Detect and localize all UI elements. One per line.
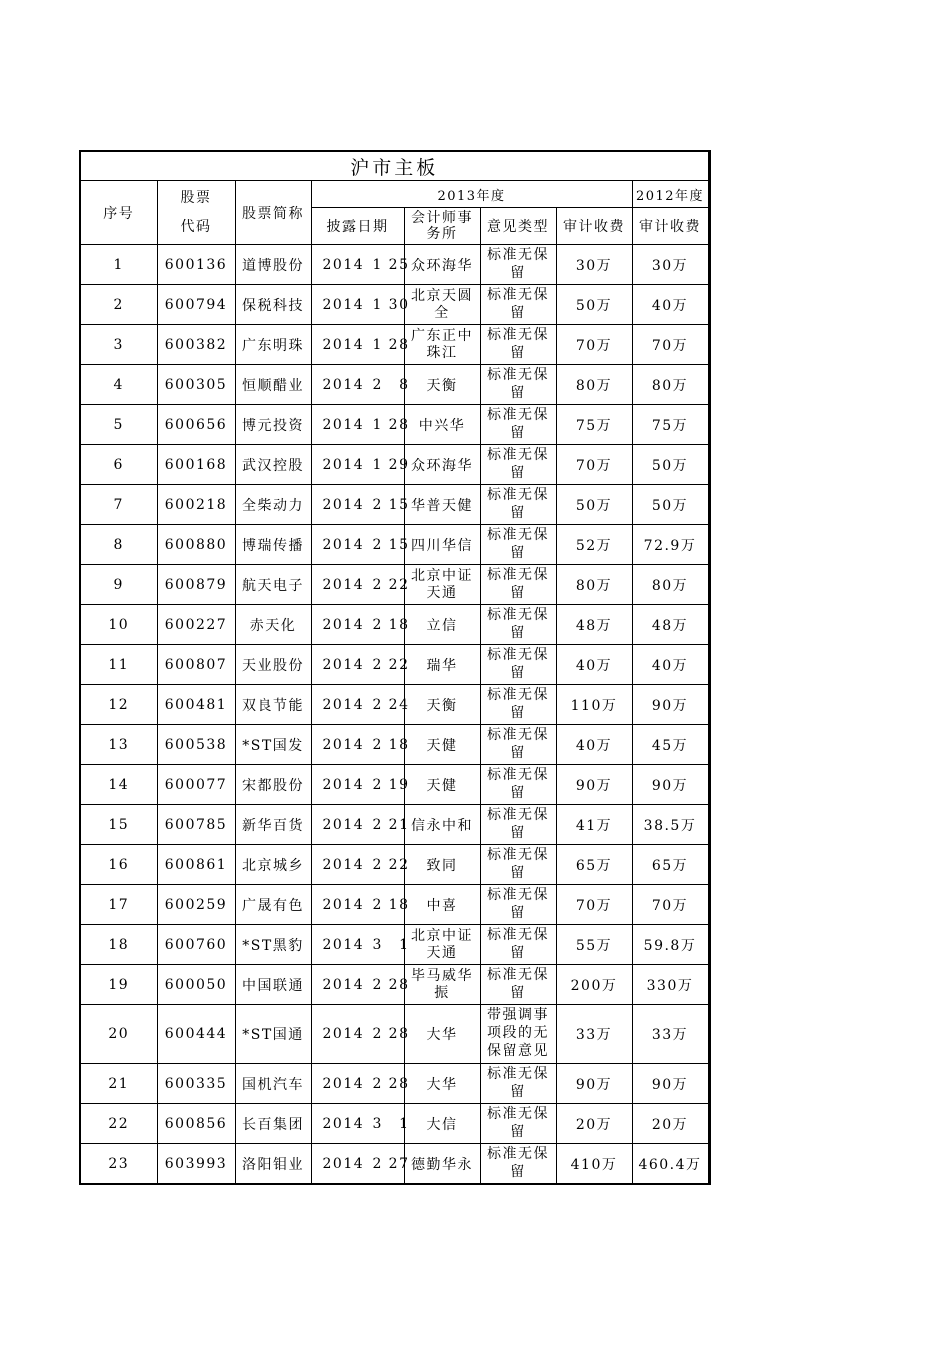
date-year: 2014: [322, 416, 365, 433]
cell-name: *ST国通: [235, 1005, 311, 1064]
table-row: [80, 925, 709, 965]
cell-firm: 德勤华永: [404, 1144, 480, 1185]
date-month: 2: [372, 776, 383, 793]
table-row: [80, 965, 709, 1005]
cell-firm: 众环海华: [404, 445, 480, 485]
date-year: 2014: [322, 856, 365, 873]
cell-date: [311, 1005, 410, 1064]
cell-code: 600136: [157, 245, 235, 285]
cell-fee-2013: 70万: [556, 445, 632, 485]
cell-fee-2013: 52万: [556, 525, 632, 565]
header-seq: 序号: [80, 181, 157, 245]
date-day: 8: [399, 376, 410, 393]
date-year: 2014: [322, 536, 365, 553]
date-month: 3: [372, 936, 383, 953]
date-month: 2: [372, 616, 383, 633]
date-month: 2: [372, 536, 383, 553]
cell-opinion: 标准无保留: [480, 245, 556, 285]
cell-opinion: 标准无保留: [480, 925, 556, 965]
cell-firm: 众环海华: [404, 245, 480, 285]
cell-firm: 北京中证天通: [404, 565, 480, 605]
cell-fee-2012: 50万: [632, 485, 709, 525]
cell-opinion: 标准无保留: [480, 1064, 556, 1104]
cell-code: 600481: [157, 685, 235, 725]
cell-seq: 7: [80, 485, 157, 525]
cell-fee-2013: 55万: [556, 925, 632, 965]
cell-fee-2012: 90万: [632, 1064, 709, 1104]
cell-fee-2013: 110万: [556, 685, 632, 725]
date-year: 2014: [322, 376, 365, 393]
cell-opinion: 带强调事项段的无保留意见: [480, 1005, 556, 1064]
date-month: 2: [372, 896, 383, 913]
cell-fee-2013: 80万: [556, 365, 632, 405]
cell-code: 600305: [157, 365, 235, 405]
date-month: 1: [372, 256, 383, 273]
cell-firm: 天健: [404, 725, 480, 765]
date-month: 2: [372, 976, 383, 993]
date-year: 2014: [322, 976, 365, 993]
cell-date: [311, 1144, 410, 1185]
cell-seq: 1: [80, 245, 157, 285]
table-row: [80, 245, 709, 285]
table-row: [80, 845, 709, 885]
date-day: 30: [388, 296, 410, 313]
table-title: 沪市主板: [80, 151, 709, 181]
date-month: 2: [372, 376, 383, 393]
table-row: [80, 405, 709, 445]
date-month: 2: [372, 1075, 383, 1092]
cell-name: 宋都股份: [235, 765, 311, 805]
cell-fee-2012: 65万: [632, 845, 709, 885]
cell-code: 600794: [157, 285, 235, 325]
cell-fee-2013: 30万: [556, 245, 632, 285]
cell-date: [311, 925, 410, 965]
cell-date: [311, 1064, 410, 1104]
cell-name: 博瑞传播: [235, 525, 311, 565]
cell-fee-2012: 72.9万: [632, 525, 709, 565]
cell-seq: 15: [80, 805, 157, 845]
cell-seq: 23: [80, 1144, 157, 1185]
cell-date: [311, 485, 410, 525]
cell-fee-2012: 59.8万: [632, 925, 709, 965]
cell-opinion: 标准无保留: [480, 645, 556, 685]
cell-name: 广晟有色: [235, 885, 311, 925]
cell-fee-2012: 80万: [632, 365, 709, 405]
table-row: [80, 285, 709, 325]
cell-seq: 4: [80, 365, 157, 405]
cell-seq: 6: [80, 445, 157, 485]
date-year: 2014: [322, 936, 365, 953]
cell-name: 全柴动力: [235, 485, 311, 525]
cell-opinion: 标准无保留: [480, 365, 556, 405]
date-day: 22: [388, 576, 410, 593]
date-month: 2: [372, 816, 383, 833]
date-year: 2014: [322, 496, 365, 513]
cell-opinion: 标准无保留: [480, 325, 556, 365]
date-month: 2: [372, 1026, 383, 1042]
cell-fee-2012: 45万: [632, 725, 709, 765]
date-month: 1: [372, 296, 383, 313]
cell-code: 600656: [157, 405, 235, 445]
cell-firm: 大信: [404, 1104, 480, 1144]
date-day: 22: [388, 656, 410, 673]
date-month: 2: [372, 856, 383, 873]
cell-opinion: 标准无保留: [480, 405, 556, 445]
date-year: 2014: [322, 616, 365, 633]
date-year: 2014: [322, 1075, 365, 1092]
header-code: [157, 181, 235, 245]
date-month: 1: [372, 456, 383, 473]
cell-seq: 9: [80, 565, 157, 605]
cell-firm: 中兴华: [404, 405, 480, 445]
cell-fee-2013: 20万: [556, 1104, 632, 1144]
cell-date: [311, 245, 410, 285]
date-day: 15: [388, 496, 410, 513]
date-month: 2: [372, 576, 383, 593]
cell-code: 600077: [157, 765, 235, 805]
cell-code: 600807: [157, 645, 235, 685]
cell-fee-2013: 41万: [556, 805, 632, 845]
date-year: 2014: [322, 1115, 365, 1132]
cell-firm: 中喜: [404, 885, 480, 925]
cell-seq: 14: [80, 765, 157, 805]
cell-fee-2012: 330万: [632, 965, 709, 1005]
cell-fee-2012: 48万: [632, 605, 709, 645]
date-year: 2014: [322, 776, 365, 793]
cell-name: 新华百货: [235, 805, 311, 845]
cell-code: 600382: [157, 325, 235, 365]
date-year: 2014: [322, 1155, 365, 1172]
cell-date: [311, 845, 410, 885]
cell-code: 600538: [157, 725, 235, 765]
cell-date: [311, 605, 410, 645]
cell-fee-2012: 40万: [632, 285, 709, 325]
cell-firm: 信永中和: [404, 805, 480, 845]
cell-code: 600785: [157, 805, 235, 845]
cell-name: *ST黑豹: [235, 925, 311, 965]
cell-name: 洛阳钼业: [235, 1144, 311, 1185]
cell-code: 603993: [157, 1144, 235, 1185]
table-row: [80, 765, 709, 805]
cell-seq: 13: [80, 725, 157, 765]
cell-fee-2012: 70万: [632, 325, 709, 365]
cell-opinion: 标准无保留: [480, 685, 556, 725]
table-row: [80, 605, 709, 645]
cell-fee-2012: 40万: [632, 645, 709, 685]
cell-code: 600227: [157, 605, 235, 645]
cell-date: [311, 1104, 410, 1144]
cell-seq: 17: [80, 885, 157, 925]
date-day: 22: [388, 856, 410, 873]
cell-opinion: 标准无保留: [480, 485, 556, 525]
cell-code: 600050: [157, 965, 235, 1005]
cell-code: 600856: [157, 1104, 235, 1144]
cell-firm: 北京中证天通: [404, 925, 480, 965]
cell-opinion: 标准无保留: [480, 845, 556, 885]
table-row: [80, 1144, 709, 1185]
cell-name: 天业股份: [235, 645, 311, 685]
cell-firm: 天衡: [404, 685, 480, 725]
table-row: [80, 805, 709, 845]
cell-opinion: 标准无保留: [480, 525, 556, 565]
cell-fee-2012: 38.5万: [632, 805, 709, 845]
date-day: 28: [388, 1075, 410, 1092]
cell-opinion: 标准无保留: [480, 1144, 556, 1185]
cell-firm: 大华: [404, 1064, 480, 1104]
cell-fee-2012: 90万: [632, 765, 709, 805]
cell-seq: 16: [80, 845, 157, 885]
cell-opinion: 标准无保留: [480, 805, 556, 845]
cell-firm: 天衡: [404, 365, 480, 405]
cell-fee-2012: 70万: [632, 885, 709, 925]
cell-date: [311, 765, 410, 805]
date-year: 2014: [322, 576, 365, 593]
header-firm: 会计师事务所: [404, 208, 480, 245]
cell-code: 600760: [157, 925, 235, 965]
cell-firm: 华普天健: [404, 485, 480, 525]
cell-date: [311, 365, 410, 405]
date-day: 1: [399, 1115, 410, 1132]
header-year-2013: 2013年度: [311, 181, 632, 208]
table-row: [80, 885, 709, 925]
cell-firm: 毕马威华振: [404, 965, 480, 1005]
cell-date: [311, 725, 410, 765]
cell-firm: 天健: [404, 765, 480, 805]
cell-fee-2013: 50万: [556, 485, 632, 525]
date-day: 27: [388, 1155, 410, 1172]
date-month: 2: [372, 696, 383, 713]
date-day: 28: [388, 976, 410, 993]
date-day: 29: [388, 456, 410, 473]
date-month: 2: [372, 496, 383, 513]
cell-fee-2013: 40万: [556, 645, 632, 685]
date-year: 2014: [322, 256, 365, 273]
cell-fee-2013: 75万: [556, 405, 632, 445]
cell-opinion: 标准无保留: [480, 565, 556, 605]
cell-date: [311, 405, 410, 445]
cell-code: 600168: [157, 445, 235, 485]
cell-date: [311, 565, 410, 605]
date-year: 2014: [322, 896, 365, 913]
cell-fee-2013: 48万: [556, 605, 632, 645]
cell-date: [311, 445, 410, 485]
cell-fee-2012: 50万: [632, 445, 709, 485]
cell-opinion: 标准无保留: [480, 965, 556, 1005]
date-year: 2014: [322, 1026, 365, 1042]
cell-opinion: 标准无保留: [480, 1104, 556, 1144]
cell-name: 北京城乡: [235, 845, 311, 885]
header-code-line1: 股票: [180, 189, 212, 206]
cell-name: 保税科技: [235, 285, 311, 325]
cell-name: 航天电子: [235, 565, 311, 605]
cell-code: 600861: [157, 845, 235, 885]
table-row: [80, 725, 709, 765]
date-month: 2: [372, 736, 383, 753]
cell-name: 国机汽车: [235, 1064, 311, 1104]
cell-fee-2013: 65万: [556, 845, 632, 885]
header-fee-2012: 审计收费: [632, 208, 709, 245]
cell-firm: 瑞华: [404, 645, 480, 685]
table-row: [80, 1005, 709, 1064]
date-year: 2014: [322, 696, 365, 713]
cell-date: [311, 805, 410, 845]
date-day: 18: [388, 616, 410, 633]
cell-seq: 12: [80, 685, 157, 725]
cell-code: 600880: [157, 525, 235, 565]
cell-fee-2013: 33万: [556, 1005, 632, 1064]
date-month: 1: [372, 416, 383, 433]
cell-firm: 立信: [404, 605, 480, 645]
header-fee-2013: 审计收费: [556, 208, 632, 245]
date-month: 2: [372, 1155, 383, 1172]
table-row: [80, 365, 709, 405]
cell-name: 恒顺醋业: [235, 365, 311, 405]
cell-date: [311, 285, 410, 325]
header-year-2012: 2012年度: [632, 181, 709, 208]
cell-fee-2012: 20万: [632, 1104, 709, 1144]
date-year: 2014: [322, 816, 365, 833]
cell-seq: 10: [80, 605, 157, 645]
date-day: 21: [388, 816, 410, 833]
date-year: 2014: [322, 736, 365, 753]
date-year: 2014: [322, 656, 365, 673]
table-row: [80, 325, 709, 365]
table-row: [80, 565, 709, 605]
cell-seq: 2: [80, 285, 157, 325]
cell-firm: 四川华信: [404, 525, 480, 565]
cell-fee-2012: 80万: [632, 565, 709, 605]
header-opinion: 意见类型: [480, 208, 556, 245]
date-day: 28: [388, 416, 410, 433]
cell-opinion: 标准无保留: [480, 725, 556, 765]
cell-date: [311, 525, 410, 565]
cell-opinion: 标准无保留: [480, 885, 556, 925]
cell-fee-2013: 50万: [556, 285, 632, 325]
cell-fee-2013: 90万: [556, 1064, 632, 1104]
date-day: 28: [388, 336, 410, 353]
cell-seq: 22: [80, 1104, 157, 1144]
cell-fee-2013: 410万: [556, 1144, 632, 1185]
cell-fee-2013: 70万: [556, 325, 632, 365]
cell-fee-2012: 75万: [632, 405, 709, 445]
date-day: 19: [388, 776, 410, 793]
cell-date: [311, 685, 410, 725]
table-row: [80, 685, 709, 725]
cell-fee-2012: 30万: [632, 245, 709, 285]
date-year: 2014: [322, 296, 365, 313]
cell-fee-2013: 90万: [556, 765, 632, 805]
cell-date: [311, 325, 410, 365]
cell-seq: 5: [80, 405, 157, 445]
cell-opinion: 标准无保留: [480, 445, 556, 485]
header-code-line2: 代码: [180, 218, 212, 235]
cell-fee-2013: 80万: [556, 565, 632, 605]
table-row: [80, 525, 709, 565]
cell-fee-2012: 33万: [632, 1005, 709, 1064]
cell-firm: 北京天圆全: [404, 285, 480, 325]
cell-seq: 19: [80, 965, 157, 1005]
cell-firm: 大华: [404, 1005, 480, 1064]
cell-code: 600444: [157, 1005, 235, 1064]
header-name: 股票简称: [235, 181, 311, 245]
cell-firm: 致同: [404, 845, 480, 885]
table-row: [80, 645, 709, 685]
date-year: 2014: [322, 336, 365, 353]
cell-date: [311, 965, 410, 1005]
cell-code: 600218: [157, 485, 235, 525]
cell-seq: 21: [80, 1064, 157, 1104]
date-day: 1: [399, 936, 410, 953]
cell-fee-2013: 200万: [556, 965, 632, 1005]
cell-seq: 18: [80, 925, 157, 965]
cell-date: [311, 645, 410, 685]
date-day: 18: [388, 736, 410, 753]
date-month: 2: [372, 656, 383, 673]
date-day: 28: [388, 1026, 410, 1042]
header-date: 披露日期: [311, 208, 404, 245]
cell-seq: 8: [80, 525, 157, 565]
cell-fee-2013: 70万: [556, 885, 632, 925]
table-row: [80, 1104, 709, 1144]
cell-name: 长百集团: [235, 1104, 311, 1144]
cell-name: 双良节能: [235, 685, 311, 725]
cell-seq: 20: [80, 1005, 157, 1064]
audit-fee-table: [79, 150, 711, 1185]
cell-name: 武汉控股: [235, 445, 311, 485]
date-day: 15: [388, 536, 410, 553]
date-month: 1: [372, 336, 383, 353]
cell-name: 中国联通: [235, 965, 311, 1005]
cell-name: 赤天化: [235, 605, 311, 645]
cell-code: 600879: [157, 565, 235, 605]
cell-code: 600335: [157, 1064, 235, 1104]
cell-firm: 广东正中珠江: [404, 325, 480, 365]
cell-name: *ST国发: [235, 725, 311, 765]
table-row: [80, 1064, 709, 1104]
cell-opinion: 标准无保留: [480, 765, 556, 805]
date-year: 2014: [322, 456, 365, 473]
cell-date: [311, 885, 410, 925]
date-day: 24: [388, 696, 410, 713]
cell-fee-2013: 40万: [556, 725, 632, 765]
cell-name: 博元投资: [235, 405, 311, 445]
cell-opinion: 标准无保留: [480, 605, 556, 645]
table-body: [80, 245, 709, 1185]
table-row: [80, 445, 709, 485]
cell-fee-2012: 90万: [632, 685, 709, 725]
cell-fee-2012: 460.4万: [632, 1144, 709, 1185]
date-month: 3: [372, 1115, 383, 1132]
cell-opinion: 标准无保留: [480, 285, 556, 325]
date-day: 18: [388, 896, 410, 913]
cell-seq: 11: [80, 645, 157, 685]
cell-name: 广东明珠: [235, 325, 311, 365]
cell-code: 600259: [157, 885, 235, 925]
date-day: 25: [388, 256, 410, 273]
table-row: [80, 485, 709, 525]
cell-seq: 3: [80, 325, 157, 365]
cell-name: 道博股份: [235, 245, 311, 285]
